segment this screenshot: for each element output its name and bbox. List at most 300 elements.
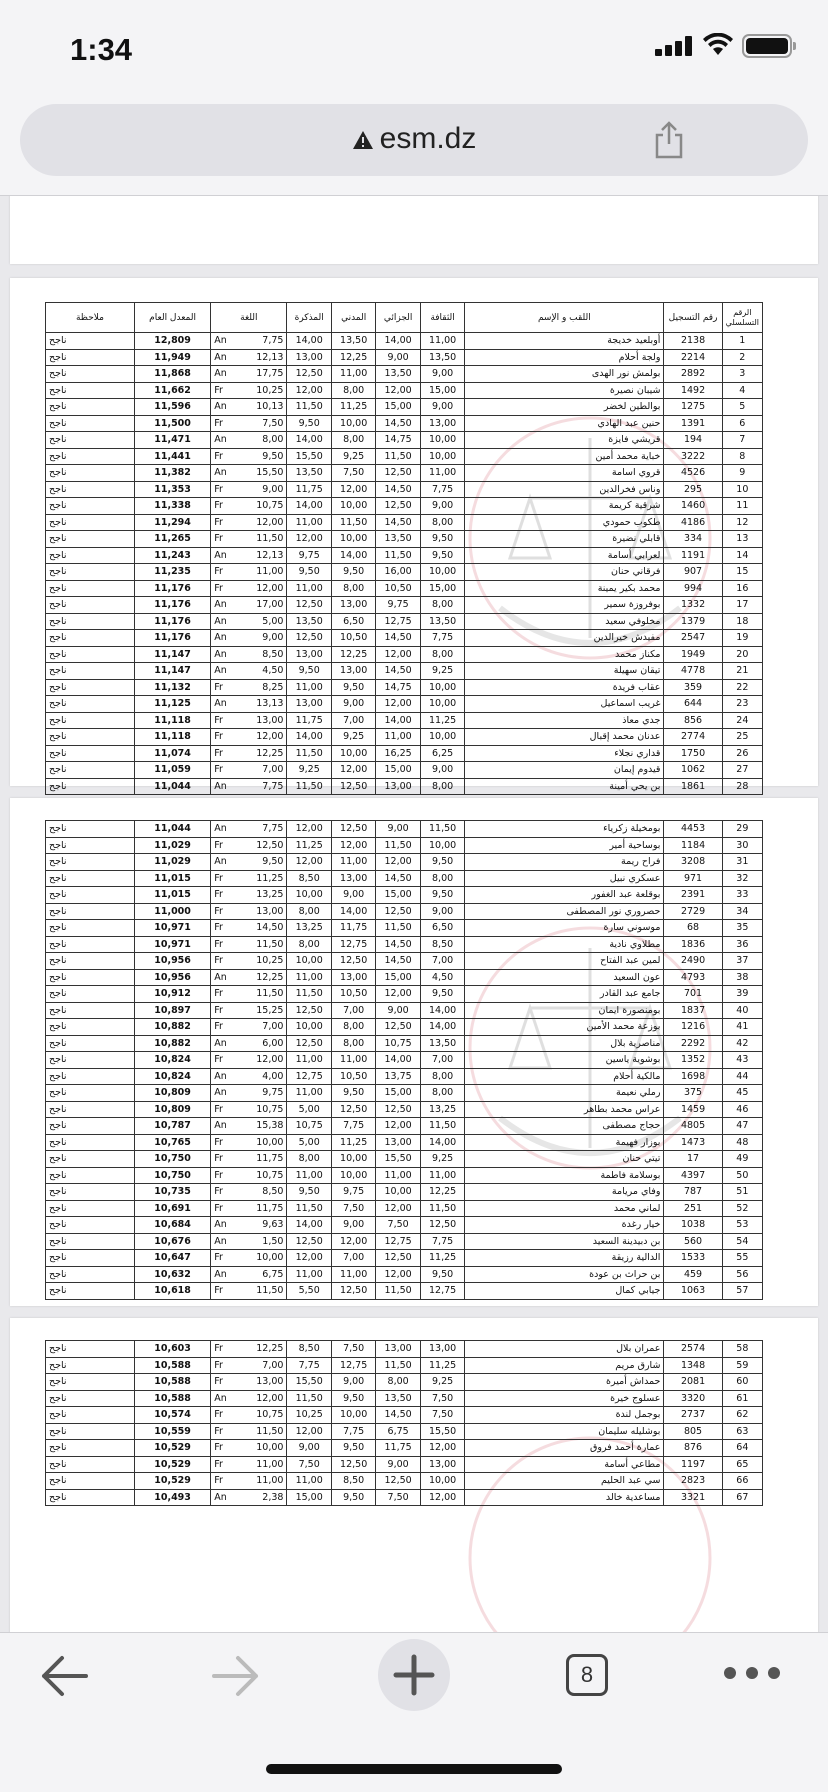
cell-memo: 8,00 — [287, 903, 331, 920]
cell-criminal: 12,50 — [376, 1473, 420, 1490]
cell-language — [211, 953, 287, 970]
cell-registration: 2214 — [664, 349, 722, 366]
cell-average: 11,382 — [134, 465, 210, 482]
table-row — [46, 1283, 763, 1300]
cell-remark: ناجح — [46, 1440, 135, 1457]
cell-culture: 6,50 — [420, 920, 464, 937]
cell-memo: 10,00 — [287, 1019, 331, 1036]
table-row — [46, 415, 763, 432]
cell-language-score: 10,75 — [256, 500, 284, 512]
cell-criminal: 15,00 — [376, 399, 420, 416]
cell-memo: 11,75 — [287, 712, 331, 729]
cell-seq: 37 — [722, 953, 762, 970]
cell-language-score: 12,25 — [256, 1343, 284, 1355]
cell-memo: 5,50 — [287, 1283, 331, 1300]
cell-memo: 10,00 — [287, 953, 331, 970]
cell-remark: ناجح — [46, 564, 135, 581]
cell-average: 10,824 — [134, 1068, 210, 1085]
cell-seq: 49 — [722, 1151, 762, 1168]
cell-registration: 1750 — [664, 745, 722, 762]
cell-seq: 57 — [722, 1283, 762, 1300]
cell-seq: 15 — [722, 564, 762, 581]
cell-remark: ناجح — [46, 613, 135, 630]
cell-seq: 56 — [722, 1266, 762, 1283]
cell-language-score: 7,50 — [262, 417, 284, 429]
pdf-page-3 — [10, 1318, 818, 1636]
cell-criminal: 14,50 — [376, 953, 420, 970]
cell-registration: 560 — [664, 1233, 722, 1250]
cell-language — [211, 1035, 287, 1052]
cell-culture: 13,25 — [420, 1101, 464, 1118]
url-bar[interactable] — [20, 104, 808, 176]
cell-registration: 459 — [664, 1266, 722, 1283]
cell-remark: ناجح — [46, 887, 135, 904]
cell-average: 11,029 — [134, 854, 210, 871]
cell-registration: 1460 — [664, 498, 722, 515]
cell-language-score: 11,50 — [256, 938, 284, 950]
cell-civil: 7,00 — [331, 1002, 375, 1019]
cell-name: جامع عبد القادر — [465, 986, 664, 1003]
cell-language-score: 7,00 — [262, 1359, 284, 1371]
cell-language-code: An — [214, 665, 227, 677]
cell-language-score: 12,00 — [256, 731, 284, 743]
arrow-left-icon[interactable] — [38, 1653, 90, 1699]
cell-registration: 1038 — [664, 1217, 722, 1234]
cell-language — [211, 1167, 287, 1184]
cell-civil: 11,75 — [331, 920, 375, 937]
cell-language-code: An — [214, 1087, 227, 1099]
cell-culture: 15,00 — [420, 580, 464, 597]
cell-language-code: Fr — [214, 905, 223, 917]
cell-language — [211, 1473, 287, 1490]
cell-culture: 8,00 — [420, 1068, 464, 1085]
cell-criminal: 11,50 — [376, 547, 420, 564]
cell-language-code: Fr — [214, 483, 223, 495]
cell-civil: 9,00 — [331, 696, 375, 713]
cell-average: 10,824 — [134, 1052, 210, 1069]
cell-language-score: 12,00 — [256, 582, 284, 594]
cell-culture: 10,00 — [420, 837, 464, 854]
cell-registration: 68 — [664, 920, 722, 937]
cell-name: ولجة أحلام — [465, 349, 664, 366]
cell-average: 10,809 — [134, 1085, 210, 1102]
cell-language-score: 2,38 — [262, 1491, 284, 1503]
cell-culture: 10,00 — [420, 679, 464, 696]
cell-criminal: 11,75 — [376, 1440, 420, 1457]
cell-criminal: 14,00 — [376, 1052, 420, 1069]
cell-criminal: 11,50 — [376, 448, 420, 465]
cell-culture: 9,00 — [420, 498, 464, 515]
cell-language-code: Fr — [214, 533, 223, 545]
cell-registration: 2547 — [664, 630, 722, 647]
cell-name: عسكري نبيل — [465, 870, 664, 887]
cell-memo: 8,00 — [287, 1151, 331, 1168]
table-row — [46, 1085, 763, 1102]
cell-name: بوزار فهيمة — [465, 1134, 664, 1151]
cell-memo: 12,50 — [287, 366, 331, 383]
cell-language — [211, 1456, 287, 1473]
cell-civil: 7,75 — [331, 1423, 375, 1440]
cell-civil: 11,50 — [331, 514, 375, 531]
cell-language — [211, 630, 287, 647]
cell-culture: 7,00 — [420, 953, 464, 970]
cell-seq: 51 — [722, 1184, 762, 1201]
cell-remark: ناجح — [46, 415, 135, 432]
cell-criminal: 12,00 — [376, 646, 420, 663]
cell-name: شرقية كريمة — [465, 498, 664, 515]
cell-criminal: 10,50 — [376, 580, 420, 597]
cell-registration: 3320 — [664, 1390, 722, 1407]
cell-criminal: 7,50 — [376, 1217, 420, 1234]
cell-culture: 9,50 — [420, 547, 464, 564]
cell-language — [211, 646, 287, 663]
cell-average: 11,132 — [134, 679, 210, 696]
cell-memo: 11,25 — [287, 837, 331, 854]
cell-language — [211, 663, 287, 680]
cell-civil: 9,25 — [331, 729, 375, 746]
cell-language-code: An — [214, 698, 227, 710]
cell-remark: ناجح — [46, 1068, 135, 1085]
cell-remark: ناجح — [46, 953, 135, 970]
cell-memo: 11,00 — [287, 1167, 331, 1184]
cell-civil: 11,00 — [331, 1266, 375, 1283]
cell-memo: 13,00 — [287, 696, 331, 713]
cell-culture: 13,00 — [420, 1341, 464, 1358]
cell-civil: 9,50 — [331, 1440, 375, 1457]
cell-criminal: 15,00 — [376, 1085, 420, 1102]
cell-seq: 10 — [722, 481, 762, 498]
cell-average: 11,338 — [134, 498, 210, 515]
cell-civil: 11,00 — [331, 366, 375, 383]
cell-culture: 14,00 — [420, 1019, 464, 1036]
cell-language-code: An — [214, 632, 227, 644]
cell-remark: ناجح — [46, 986, 135, 1003]
header-culture: الثقافة — [420, 303, 464, 333]
cell-memo: 13,25 — [287, 920, 331, 937]
cell-seq: 4 — [722, 382, 762, 399]
cell-memo: 12,50 — [287, 1233, 331, 1250]
new-tab-button[interactable] — [378, 1639, 450, 1711]
cell-seq: 59 — [722, 1357, 762, 1374]
cell-average: 11,235 — [134, 564, 210, 581]
cell-language-score: 11,00 — [256, 1475, 284, 1487]
cell-remark: ناجح — [46, 1489, 135, 1506]
cell-culture: 13,50 — [420, 1035, 464, 1052]
cell-average: 10,912 — [134, 986, 210, 1003]
cell-language — [211, 531, 287, 548]
table-row — [46, 1118, 763, 1135]
cell-language-code: Fr — [214, 839, 223, 851]
cell-memo: 11,00 — [287, 1085, 331, 1102]
cell-name: بوشليله سليمان — [465, 1423, 664, 1440]
cell-average: 10,684 — [134, 1217, 210, 1234]
cell-registration: 1352 — [664, 1052, 722, 1069]
cell-registration: 856 — [664, 712, 722, 729]
cell-name: الدالية رزيقة — [465, 1250, 664, 1267]
cell-seq: 60 — [722, 1374, 762, 1391]
cell-average: 11,176 — [134, 597, 210, 614]
cell-language-code: Fr — [214, 1376, 223, 1388]
cell-name: بوجمل لندة — [465, 1407, 664, 1424]
cell-criminal: 11,50 — [376, 837, 420, 854]
cell-criminal: 16,00 — [376, 564, 420, 581]
cell-remark: ناجح — [46, 1167, 135, 1184]
cell-language-score: 11,00 — [256, 1458, 284, 1470]
cell-language-score: 7,75 — [262, 335, 284, 347]
cell-language — [211, 854, 287, 871]
cell-culture: 9,25 — [420, 1374, 464, 1391]
cell-name: لمين عبد الفتاح — [465, 953, 664, 970]
cell-memo: 12,50 — [287, 1035, 331, 1052]
cell-language — [211, 936, 287, 953]
table-row — [46, 399, 763, 416]
cell-language — [211, 597, 287, 614]
cell-seq: 66 — [722, 1473, 762, 1490]
cell-registration: 4453 — [664, 821, 722, 838]
cell-name: حصروري نور المصطفى — [465, 903, 664, 920]
cell-remark: ناجح — [46, 1473, 135, 1490]
cell-civil: 12,00 — [331, 762, 375, 779]
cell-memo: 12,00 — [287, 382, 331, 399]
cell-average: 10,765 — [134, 1134, 210, 1151]
table-row — [46, 1407, 763, 1424]
cell-language-code: Fr — [214, 1458, 223, 1470]
cell-language — [211, 1151, 287, 1168]
cell-remark: ناجح — [46, 448, 135, 465]
cell-civil: 9,00 — [331, 1374, 375, 1391]
cell-language-code: Fr — [214, 1475, 223, 1487]
cell-remark: ناجح — [46, 1407, 135, 1424]
cell-civil: 12,50 — [331, 821, 375, 838]
cell-civil: 8,00 — [331, 580, 375, 597]
table-row — [46, 1423, 763, 1440]
cell-criminal: 15,00 — [376, 887, 420, 904]
cell-name: حجاج مصطفى — [465, 1118, 664, 1135]
cell-memo: 14,00 — [287, 432, 331, 449]
cell-culture: 9,25 — [420, 1151, 464, 1168]
cell-language-score: 9,00 — [262, 483, 284, 495]
arrow-right-icon[interactable] — [210, 1653, 262, 1699]
table-body-page-3 — [46, 1341, 763, 1506]
table-row — [46, 679, 763, 696]
cell-remark: ناجح — [46, 1217, 135, 1234]
url-host[interactable] — [20, 122, 808, 156]
cell-memo: 13,50 — [287, 465, 331, 482]
cell-remark: ناجح — [46, 547, 135, 564]
cell-language-code: Fr — [214, 500, 223, 512]
cell-registration: 17 — [664, 1151, 722, 1168]
cell-name: عراس محمد بطاهر — [465, 1101, 664, 1118]
cell-name: موسوني سارة — [465, 920, 664, 937]
cell-remark: ناجح — [46, 1233, 135, 1250]
cell-language — [211, 382, 287, 399]
cell-memo: 14,00 — [287, 729, 331, 746]
table-row — [46, 821, 763, 838]
cell-memo: 12,50 — [287, 1002, 331, 1019]
cell-criminal: 12,00 — [376, 854, 420, 871]
cell-seq: 35 — [722, 920, 762, 937]
cell-language-code: Fr — [214, 1186, 223, 1198]
cell-criminal: 14,50 — [376, 870, 420, 887]
cell-civil: 8,00 — [331, 432, 375, 449]
cell-language-score: 13,13 — [256, 698, 284, 710]
share-icon[interactable] — [652, 120, 686, 160]
cell-memo: 5,00 — [287, 1101, 331, 1118]
cell-language — [211, 1341, 287, 1358]
table-row — [46, 646, 763, 663]
cell-seq: 33 — [722, 887, 762, 904]
cell-culture: 7,75 — [420, 1233, 464, 1250]
table-row — [46, 514, 763, 531]
cell-civil: 12,50 — [331, 778, 375, 795]
cell-criminal: 14,50 — [376, 415, 420, 432]
cell-remark: ناجح — [46, 382, 135, 399]
cell-civil: 11,25 — [331, 1134, 375, 1151]
cell-name: مالكية أحلام — [465, 1068, 664, 1085]
cell-criminal: 15,00 — [376, 969, 420, 986]
cell-civil: 12,50 — [331, 1101, 375, 1118]
cell-remark: ناجح — [46, 1134, 135, 1151]
cell-culture: 4,50 — [420, 969, 464, 986]
header-civil: المدني — [331, 303, 375, 333]
cell-criminal: 9,75 — [376, 597, 420, 614]
cell-registration: 359 — [664, 679, 722, 696]
cell-language-score: 12,50 — [256, 839, 284, 851]
cell-remark: ناجح — [46, 1151, 135, 1168]
cell-memo: 15,50 — [287, 448, 331, 465]
grades-table-page-2 — [45, 820, 763, 1300]
table-row — [46, 837, 763, 854]
cell-name: بن حراث بن عودة — [465, 1266, 664, 1283]
cell-remark: ناجح — [46, 679, 135, 696]
cell-civil: 9,00 — [331, 1217, 375, 1234]
cell-remark: ناجح — [46, 333, 135, 350]
cell-civil: 12,75 — [331, 936, 375, 953]
cell-language-score: 15,25 — [256, 1004, 284, 1016]
cell-language-code: Fr — [214, 384, 223, 396]
cell-civil: 9,00 — [331, 887, 375, 904]
cell-memo: 15,00 — [287, 1489, 331, 1506]
cell-average: 10,882 — [134, 1019, 210, 1036]
cell-culture: 9,50 — [420, 986, 464, 1003]
table-row — [46, 1233, 763, 1250]
cell-average: 10,971 — [134, 920, 210, 937]
cell-registration: 2574 — [664, 1341, 722, 1358]
cell-civil: 6,50 — [331, 613, 375, 630]
cell-civil: 9,50 — [331, 1085, 375, 1102]
cell-memo: 11,50 — [287, 778, 331, 795]
cell-memo: 5,00 — [287, 1134, 331, 1151]
cell-average: 11,015 — [134, 870, 210, 887]
table-row — [46, 1217, 763, 1234]
table-row — [46, 1357, 763, 1374]
cell-memo: 14,00 — [287, 333, 331, 350]
cell-language-score: 7,00 — [262, 1021, 284, 1033]
cell-name: محمد بكير يمينة — [465, 580, 664, 597]
tabs-button[interactable]: 8 — [566, 1654, 608, 1696]
cell-registration: 2391 — [664, 887, 722, 904]
cell-culture: 11,25 — [420, 712, 464, 729]
cell-name: فرقاني حنان — [465, 564, 664, 581]
cell-language-score: 10,00 — [256, 1252, 284, 1264]
cell-remark: ناجح — [46, 1101, 135, 1118]
cell-language — [211, 1118, 287, 1135]
cell-registration: 334 — [664, 531, 722, 548]
cell-memo: 13,50 — [287, 613, 331, 630]
cell-memo: 10,75 — [287, 1118, 331, 1135]
cell-language-code: An — [214, 401, 227, 413]
cell-average: 11,176 — [134, 630, 210, 647]
cell-criminal: 12,00 — [376, 986, 420, 1003]
cell-remark: ناجح — [46, 1390, 135, 1407]
cell-culture: 8,00 — [420, 1085, 464, 1102]
cell-language — [211, 1200, 287, 1217]
cell-average: 10,676 — [134, 1233, 210, 1250]
cell-civil: 8,00 — [331, 382, 375, 399]
table-row — [46, 1019, 763, 1036]
cell-culture: 11,00 — [420, 465, 464, 482]
cell-criminal: 14,00 — [376, 333, 420, 350]
warning-triangle-icon — [352, 130, 374, 150]
cell-remark: ناجح — [46, 1085, 135, 1102]
cell-name: غريب اسماعيل — [465, 696, 664, 713]
cell-criminal: 12,50 — [376, 465, 420, 482]
cell-seq: 36 — [722, 936, 762, 953]
cell-remark: ناجح — [46, 745, 135, 762]
cell-language-score: 6,75 — [262, 1268, 284, 1280]
cell-language-code: An — [214, 971, 227, 983]
cell-average: 11,074 — [134, 745, 210, 762]
table-row — [46, 481, 763, 498]
cell-remark: ناجح — [46, 1035, 135, 1052]
cell-registration: 1391 — [664, 415, 722, 432]
table-row — [46, 366, 763, 383]
table-row — [46, 349, 763, 366]
more-dots-icon[interactable] — [722, 1665, 782, 1681]
cell-language — [211, 1101, 287, 1118]
cell-language-code: Fr — [214, 582, 223, 594]
cell-culture: 7,75 — [420, 481, 464, 498]
cell-memo: 12,00 — [287, 854, 331, 871]
cell-memo: 13,00 — [287, 349, 331, 366]
cell-name: قريشي فايزة — [465, 432, 664, 449]
cell-memo: 14,00 — [287, 1217, 331, 1234]
table-row — [46, 1374, 763, 1391]
plus-icon — [392, 1653, 436, 1697]
cell-civil: 14,00 — [331, 903, 375, 920]
cell-language-code: An — [214, 1491, 227, 1503]
table-row — [46, 969, 763, 986]
cell-civil: 14,00 — [331, 547, 375, 564]
cell-registration: 1063 — [664, 1283, 722, 1300]
cell-registration: 4397 — [664, 1167, 722, 1184]
cell-language-score: 8,00 — [262, 434, 284, 446]
cell-culture: 6,25 — [420, 745, 464, 762]
cell-seq: 47 — [722, 1118, 762, 1135]
table-row — [46, 870, 763, 887]
table-row — [46, 1250, 763, 1267]
cell-registration: 644 — [664, 696, 722, 713]
cell-language — [211, 333, 287, 350]
cell-language — [211, 1250, 287, 1267]
wifi-icon — [702, 33, 734, 57]
cell-language-code: An — [214, 1268, 227, 1280]
document-viewer[interactable] — [0, 196, 828, 1636]
cell-civil: 13,00 — [331, 597, 375, 614]
table-row — [46, 887, 763, 904]
cell-registration: 2138 — [664, 333, 722, 350]
table-row — [46, 986, 763, 1003]
